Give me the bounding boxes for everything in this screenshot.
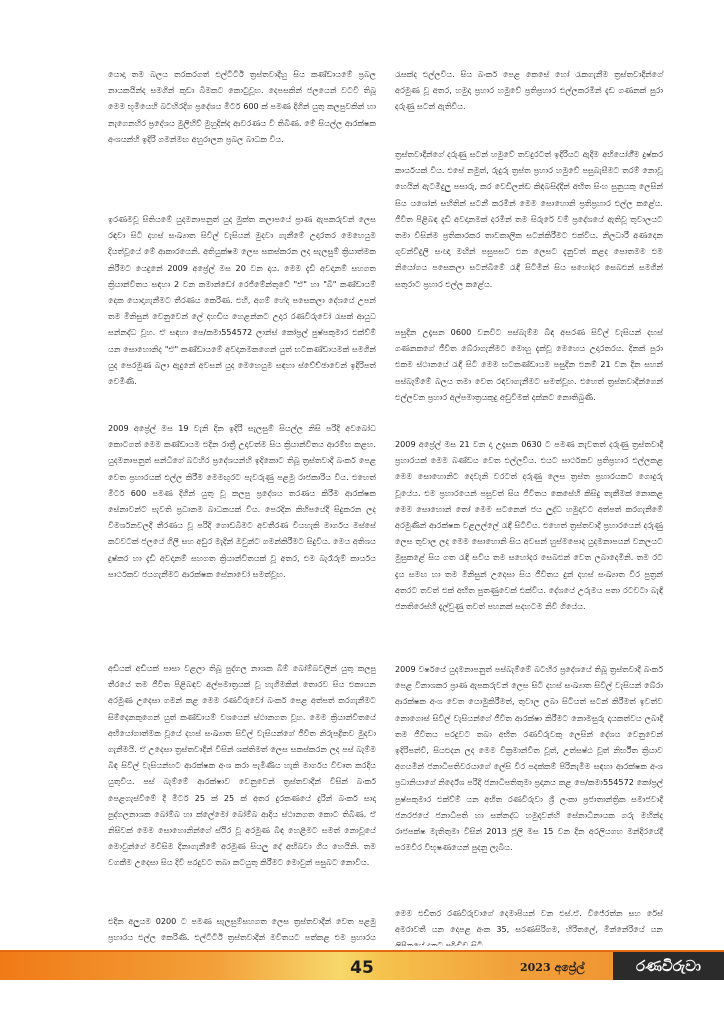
paragraph: ත්‍රස්තවාදීන්ගේ දරුණු සටන් හමුවේ තවදුරටත් ඉදිරියට ඇදීම අභියෝගී්ම දුෂ්කර කාර්යයක් විය. එසේ නමුත්, රුදුරු ත්‍රස්ත ප්‍රහාර හමුවේ පසුබැසීමට තරම් නොවූ හෙයින් ඇටමීදුලු පසාරු, කර වෙඩිලන්ඩ කිඳබසිද්දීන් අභිත සිංහ සුනුයකු ලෙසින් සිය යශෝන් සහිතින් සටනී කරමින් මෙම සොහොනි ප්‍රතිප්‍රහාර එල්ල කළේය. ජීවිත පිළිබඳ දැඩි අවදානමක් දරමින් තම සිරුරේ වම් ප්‍රදේශයේ ඇතිවූ තුවාලයට තමා විසින්ම ප්‍රතිකාරකර තාවකාලික සටන්කිරීමට එක්විය. නිලධාරී අණදෙන ගුවන්විදුලි සංඥා මඟින් පසුපසට එන ලෙසට දැනුවත් කළද පොතමම එම නියෝගය පසෙකලා සටන්බිමේ රැඳී සිටිමින් සිය සහෝදර සෙබළුන් සමගින් සතුරාට ප්‍රහාර එල්ල කළේය. bbox=[395, 149, 663, 289]
page-number: 45 bbox=[350, 958, 374, 978]
paragraph: ඉරණමවූ සිතියමේ යුදමනාපනුත් යුද මුක්ත කලාපයේ ප්‍රාණ ඇපකරුවන් ලෙස රඳවා සිටි දහස් සංඛ්‍යාත සිවිල් වැසියන් මුදවා ගැනීමේ උදාරතර මෙහෙයුම දියත්වූයේ මේ ආකාරයෙනි. අතියුක්ෂම ලෙස සකස්කරන ලද සැලසුම් ක්‍රියාත්මක කිරීමට යෙදුනේ 2009 අප්‍රේල් මස 20 වන දාය. මෙම දැඩි අවදානම් සහගත ක්‍රියාන්විතය සඳහා 2 වන කමාන්ඩෝ රෙජිමේන්තුවේ "ඒ" හා "බී" කණ්ඩායම් දෙක යොදාගැනීමට තීරණය කෙරිණ. එහි, අගම් හේද පසෙකලා දේශයේ උපන් තම මිනිසුන් වෙනුවෙන් ලේ දහඩිය හෙළන්නට උදාර රණවිරුවෝ රැසක් ආයුධ සන්නද්ධ වූහ. ඒ සඳහා පෙ/කමා554572 ලාන්ස් කෝප්‍රල් පුෂ්පකුමාර එක්ව්ම් යන සොහොනිද "ඒ" කණ්ඩායමේ අවදානමකගෙන් යුත් භටකණ්ඩායමක් සමගින් යුද පෙරමුණ බලා ඇදුනේ අවසන් යුද මෙහෙයුම සඳහා ස්වේච්ඡාවෙන් ඉදිරිපත් වෙමිණි. bbox=[108, 214, 376, 387]
paragraph: මෙම එඩිතර රණවිරුවාගේ දෙමාපියන් වන එස්.ඒ. විජේරත්න සහ රේස් අමරාවතී යන දෙපළ අංක 35, සරණසිරිගම, හිරිතලේ, මින්නේරියේ යන bbox=[395, 908, 663, 935]
issue-date: 2023 අප්‍රේල් bbox=[520, 961, 585, 974]
paragraph: 2009 අප්‍රේල් මස 19 වැනි දින ඉදිරි සැලසුම් සියල්ල නිසි පරිදි අවබෝධ කොටගත් මෙම කණ්ඩායම එදින රාත්‍රී උදාවත්ම සිය ක්‍රියාන්විතය ආරම්භ කළහ. යුදමනාපනුත් සන්ධිගේ බටහිර ප්‍රදේශයන්හි ඉදිකොට තිබූ ත්‍රස්තවාදී බංකර් පෙළ වෙත ප්‍රහාරයක් එල්ල කිරීම මෙමඟුරට පැවරුණු පළමු රාජකාරිය විය. එහෙත් මීටර් 600 පමණ දිගින් යුතු වූ කලපු ප්‍රදේශය තරණය කිරීම ආරක්ෂක සේනාවන්ට පැවති ප්‍රධානම බාධකයක් විය. පෙරදින කිහිපයේදී සිදුකරන ලද විමර්ශනවලදී තීරණය වූ පරිදි ගොඩබිමට අවතීරණ වියහැකි මාර්ගය මස්සේ කටවටක් ජලයේ ගිලී සහ අඩුර මැදින් ඔවුන්ට ගමන්කිරීමට සිදුවිය. මෙය අතිශය දුෂ්කර හා දැඩි අවදානම් සහගත ක්‍රියාන්විතයක් වූ අතර, එම බැරෑරුම් කාර්යය සාර්ථකව ජයගැනීමට ආරක්ෂක සේනාවෝ සමත්වූහ. bbox=[108, 423, 376, 579]
paragraph: රැසක්ද එල්ලවිය. සිය බංකර් පෙළ කෙසේ හෝ රැකගැනීම ත්‍රස්තවාදීන්ගේ අරමුණ වූ අතර, හමුදා ප්‍රහාර හමුවේ ප්‍රතිප්‍රහාර එල්ලකරමින් දැඩ ගණනක් පුරා දරුණු සටන් ඇතිවිය. bbox=[395, 69, 663, 112]
paragraph: 2009 වර්ෂයේ යුදමනාපනුත් පස්බැම්මේ බටහිර ප්‍රදේශයේ තිබූ ත්‍රස්තවාදී බංකර් පෙළ විනාශකර ප්‍රාණ ඇපකරුවන් ලෙස සිටි දහස් සංඛ්‍යාත සිවිල් වැසියන් බේරා ආරක්ෂක අංශ වෙත යොමුකිරීමත්, තුවාල ලබා සිටියත් සටන් කිරීමත් ඉවත්ව නොගොස් සිවිල් වැසියන්ගේ ජීවිත ආරක්ෂා කිරීමට නොමසුරු දායකත්වය ලබාදී තම ජීවිතය පරදුවට තබා අභිත රණවිරුවකු ලෙසින් දේශය වෙනුවෙන් ඉදිරිපත්වී, සියළුදන ලද මෙම වික්‍රමාන්විත වූත්, උත්සෂ්ඨ වූත් නිර්භීත ක්‍රියාව අගයමින් ජනාධිපතිවරයාගේ ලේසි වීර පදක්කම් පිරිනැමීම සඳහා ආරක්ෂක අංශ ප්‍රධානියාගේ නිර්දේශ පරිදි ජනාධිපතිතුමා ප්‍රදානය කළ පෙ/කමා554572 කෝප්‍රල් පුෂ්පකුමාර එක්ව්ම් යන අභිත රණවිරුවා ශ්‍රී ලංකා ප්‍රජාතාන්ත්‍රික සමාජවාදී ජනරජයේ ජනාධිපති හා සන්නද්ධ හමුදාවන්හි සේනාධිනායක ගරු මහින්ද රාජපක්ෂ මැතිතුමා විසින් 2013 ජූලි මස 15 වන දින අරලියගහ මන්දිරයේදී පරමවීර විභූෂණයෙන් පුදනු ලැබිය. bbox=[395, 664, 663, 853]
paragraph: එදින අලුයම 0200 ට පමණ සැලසුම්සහගත ලෙස ත්‍රස්තවාදීන් වෙත පළමු ප්‍රහාරය එල්ල කෙරිණි. එල්ටීටීඊ ත්‍රස්තවාදීන් මවිතයට පත්කළ එම ප්‍රහාරය bbox=[108, 916, 376, 943]
paragraph: යොදා තම බලය තරකරගත් එල්ටීටීඊ ත්‍රස්තවාදීහු සිය කණ්ඩායමේ ප්‍රබල නායකයින්ද සමගින් කුඩා බිමකට කොටුවූහ. දෙපසකින් ජලයෙන් වටවී තිබූ මෙම භූමියෙහි බටහිරදිග ප්‍රදේශය මීටර් 600 ක් පමණ දිගින් යුතු කලපුවකින් හා නැගෙනහිර ප්‍රදේශය මුලිහිව් මුහුදින්ද ආවරණය වී තිබිණ. මේ සියල්ල ආරක්ෂක අංශයන්හි ඉදිරි ගමන්මඟ අහුරාලන ප්‍රබල බාධක විය. bbox=[108, 69, 376, 144]
paragraph: අඩියක් අඩියක් පාසා වළලා තිබූ පුද්ගල නාශක බිම් බෝම්බවලින් යුතු කලපු තීරයේ තම ජීවිත පිළිබඳව අල්පමාත්‍රයක් වූ හැගිමකින් තොරව සිය එකායන අරමුණ උදෙසා ගමන් කළ මෙම රණවිරුවෝ බංකර් පෙළ අත්පත් කරගැනීමට සිම්දෙනකුගෙන් යුත් කණ්ඩායම් වශයෙන් ස්ථානගත වූහ. මෙම ක්‍රියාන්විතයේ අභියෝගාත්මක වූයේ දහස් සංඛ්‍යාත සිවිල් වැසියන්ගේ ජීවිත නිරුපද්‍රිතව මුදවා ගැනීමයි. ඒ උදෙසා ත්‍රස්තවාදීන් විසින් ශක්තිමත් ලෙස සකස්කරන ලද පස් බැම්ම බිඳ සිවිල් වැසියන්හට ආරක්ෂක අංශ කරා පැමිණිය හැකි මාර්ගය විවෘත කරදිය යුතුවිය. පස් බැම්මේ ආරක්ෂාව වෙනුවෙන් ත්‍රස්තවාදීන් විසින් බංකර් පෙළගැස්වීමේ දී මීටර් 25 ක් 25 ක් අතර දුරකණයේ දුරින් බංකර් සාදා පුද්ගලනාශක බෝම්බ හා ක්ලේමෝ බෝම්බ ආදිය ස්ථානගත කොට තිබිණ. ඒ නිසිවක් මෙම සොහොනින්ගේ ස්ථිර වූ අරමුණ බිඳ හෙළීමට සමත් නොවූයේ මොවුන්ගේ මවිසිම දිනාගැනීමේ අරමුණ සියලු දේ අභිබවා ගිය හෙයිනි. තම වගකීම උදෙසා සිය දිවි පරදුවට තබා කටයුතු කිරීමට මොවුන් පසුබට නොවිය. bbox=[108, 663, 376, 868]
paragraph: පසුදින උදෑසන 0600 වනවිට පස්බැම්ම බිඳ අසරණ සිවිල් වැසියන් දහස් ගණනකගේ ජීවිත බේරාගැනීමට මොහු දැක්වූ මෙහෙය උදාරතරය. දිනක් පුරා එකම ස්ථානයේ රැඳී සිටි මෙම භටකණ්ඩායම පසුදින එනම් 21 වන දින සහන් පස්බැම්මේ බලය තමා වෙත රඳවාගැනීමට සමත්වූහ. එහෙත් ත්‍රස්තවාදීන්ගෙන් එල්ලවන ප්‍රහාර අල්පමාත්‍රයකුදු අඩුවීමක් දක්නට නොතිබුණි. bbox=[395, 327, 663, 402]
magazine-masthead-logo: රණවිරුවා bbox=[613, 952, 724, 980]
paragraph: 2009 අප්‍රේල් මස 21 වන දා උදෑසන 0630 ට පමණ නැවතත් දරුණු ත්‍රස්තවාදී ප්‍රහාරයක් මෙම බණ්ඩය වෙත එල්ලවිය. එයට සාර්ථකව ප්‍රතිප්‍රහාර එල්ලකළ මෙම සොහොනිට දෙවැනි වරටත් දරුණු ලෙස ත්‍රස්ත ප්‍රහාරයකට ගොදුරු වූයේය. එම ප්‍රහාරයෙන් පසුවත් සිය ජීවිතය කෙසේහි කිසිදු තැකීමක් නොකළ මෙම සොහොන් තෝ මෙම සටනෙන් ජය ලුද්ධ හමුදාවට අත්පත් කරගැනීමේ අරමුණින් ආරක්ෂක වළලල්ලේ රැඳී සිටිවිය. එහෙත් ත්‍රස්තවාදී ප්‍රහාරයෙන් දරුණු ලෙස තුවාල ලද මෙම සොහොනි සිය අවසන් හුස්මපොද යුදමනාපයන් වනලයට මුසුකළේ සිය ගත රැඳි සවිය තම සහෝදර සෙබළුන් වෙත ලබාදෙමිනි. තම රට දැය සමඟ හා තම මිනිසුන් උදෙසා සිය ජීවිතය දුන් දහස් සංඛ්‍යාත වීර පුත්‍රන් අතරට තවත් එක් අභිත පුතණුවෙක් එක්විය. දේශයේ උරුමය පතා රටවටා බැඳි ජනතිරෙස්හි දැල්වුණු තවත් පහනක් සදහටම නිවී ගියේය. bbox=[395, 439, 663, 612]
